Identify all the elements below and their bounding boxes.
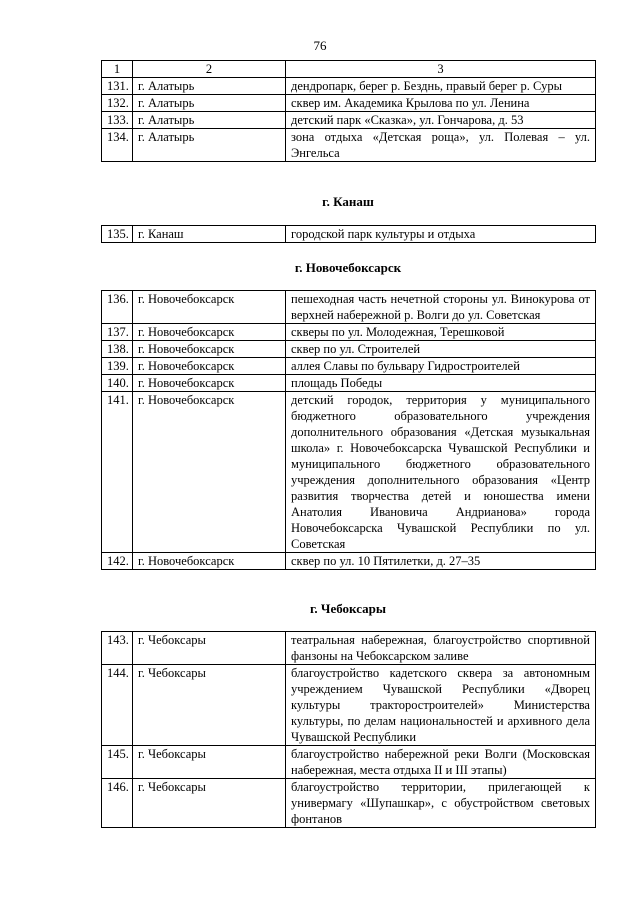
- header-col-2: 2: [133, 61, 286, 78]
- row-description: аллея Славы по бульвару Гидростроителей: [286, 358, 596, 375]
- row-number: 136.: [102, 291, 133, 324]
- table-row: [102, 226, 596, 243]
- row-description: благоустройство набережной реки Волги (Московская набережная, места отдыха II и III этапы): [286, 746, 596, 779]
- table-row: [102, 632, 596, 665]
- table-row: [102, 129, 596, 162]
- row-city: г. Новочебоксарск: [133, 553, 286, 570]
- row-description: детский городок, территория у муниципального бюджетного образовательного учреждения дополнительного образования «Детская музыкальная школа» г. Новочебоксарска Чувашской Республики и муниципального бюджетного образовательного учреждения дополнительного образования «Центр развития творчества детей и юношества имени Анатолия Ивановича Андрианова» города Новочебоксарска Чувашской Республики по ул. Советская: [286, 392, 596, 553]
- page-number: 76: [313, 38, 327, 53]
- header-col-1: 1: [102, 61, 133, 78]
- row-city: г. Новочебоксарск: [133, 358, 286, 375]
- row-city: г. Чебоксары: [133, 632, 286, 665]
- table-row: [102, 746, 596, 779]
- section-title-cheboksary: г. Чебоксары: [309, 601, 387, 616]
- row-description: благоустройство кадетского сквера за автономным учреждением Чувашской Республики «Дворец культуры тракторостроителей» Министерства культуры, по делам национальностей и архивного дела Чувашской Республики: [286, 665, 596, 746]
- row-city: г. Новочебоксарск: [133, 375, 286, 392]
- row-city: г. Алатырь: [133, 112, 286, 129]
- row-number: 133.: [102, 112, 133, 129]
- row-description: детский парк «Сказка», ул. Гончарова, д. 53: [286, 112, 596, 129]
- row-number: 134.: [102, 129, 133, 162]
- table-row: [102, 665, 596, 746]
- row-number: 146.: [102, 779, 133, 828]
- row-city: г. Алатырь: [133, 129, 286, 162]
- row-number: 142.: [102, 553, 133, 570]
- row-description: площадь Победы: [286, 375, 596, 392]
- row-city: г. Новочебоксарск: [133, 291, 286, 324]
- table-header-row: [102, 61, 596, 78]
- row-description: сквер по ул. Строителей: [286, 341, 596, 358]
- table-row: [102, 78, 596, 95]
- row-description: дендропарк, берег р. Безднь, правый берег р. Суры: [286, 78, 596, 95]
- row-city: г. Новочебоксарск: [133, 392, 286, 553]
- row-city: г. Алатырь: [133, 95, 286, 112]
- table-row: [102, 324, 596, 341]
- table-row: [102, 95, 596, 112]
- table-row: [102, 341, 596, 358]
- row-number: 139.: [102, 358, 133, 375]
- section-title-kanash: г. Канаш: [322, 194, 374, 209]
- table-row: [102, 375, 596, 392]
- row-description: театральная набережная, благоустройство спортивной фанзоны на Чебоксарском заливе: [286, 632, 596, 665]
- row-city: г. Чебоксары: [133, 779, 286, 828]
- table-row: [102, 779, 596, 828]
- row-number: 141.: [102, 392, 133, 553]
- row-number: 144.: [102, 665, 133, 746]
- row-description: сквер по ул. 10 Пятилетки, д. 27–35: [286, 553, 596, 570]
- row-number: 143.: [102, 632, 133, 665]
- row-city: г. Новочебоксарск: [133, 324, 286, 341]
- table-row: [102, 553, 596, 570]
- table-cheboksary: [101, 631, 596, 828]
- row-number: 138.: [102, 341, 133, 358]
- row-number: 140.: [102, 375, 133, 392]
- table-kanash: [101, 225, 596, 243]
- table-novocheboksarsk: [101, 290, 596, 570]
- row-city: г. Алатырь: [133, 78, 286, 95]
- table-row: [102, 358, 596, 375]
- table-row: [102, 112, 596, 129]
- section-title-novocheboksarsk: г. Новочебоксарск: [294, 260, 402, 275]
- table-alatyr: [101, 60, 596, 162]
- row-description: городской парк культуры и отдыха: [286, 226, 596, 243]
- row-number: 135.: [102, 226, 133, 243]
- row-city: г. Чебоксары: [133, 746, 286, 779]
- row-city: г. Канаш: [133, 226, 286, 243]
- row-description: зона отдыха «Детская роща», ул. Полевая – ул. Энгельса: [286, 129, 596, 162]
- row-number: 131.: [102, 78, 133, 95]
- table-row: [102, 392, 596, 553]
- table-row: [102, 291, 596, 324]
- header-col-3: 3: [286, 61, 596, 78]
- row-description: сквер им. Академика Крылова по ул. Ленина: [286, 95, 596, 112]
- row-number: 137.: [102, 324, 133, 341]
- row-city: г. Чебоксары: [133, 665, 286, 746]
- row-description: пешеходная часть нечетной стороны ул. Винокурова от верхней набережной р. Волги до ул. Советская: [286, 291, 596, 324]
- row-description: скверы по ул. Молодежная, Терешковой: [286, 324, 596, 341]
- row-number: 145.: [102, 746, 133, 779]
- row-number: 132.: [102, 95, 133, 112]
- row-city: г. Новочебоксарск: [133, 341, 286, 358]
- row-description: благоустройство территории, прилегающей к универмагу «Шупашкар», с обустройством световых фонтанов: [286, 779, 596, 828]
